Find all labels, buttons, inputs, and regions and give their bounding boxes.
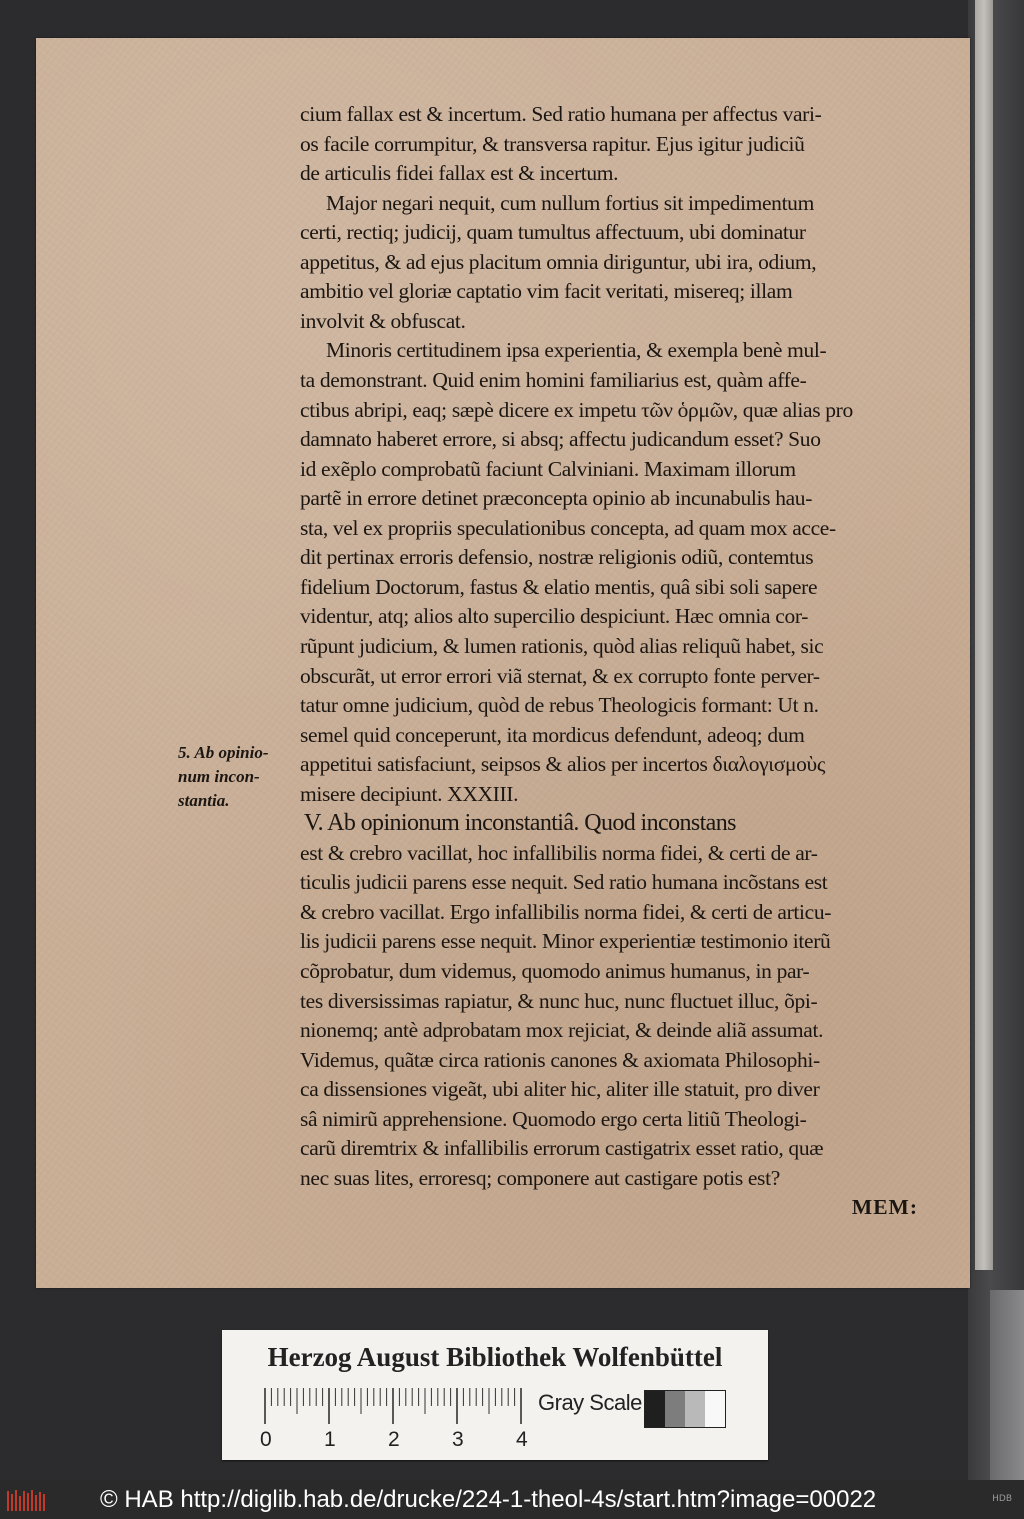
text-line: nionemq; antè adprobatam mox rejiciat, & deinde aliã assumat. — [300, 1018, 824, 1043]
text-line: cõprobatur, dum videmus, quomodo animus humanus, in par- — [300, 959, 810, 983]
text-line: damnato haberet errore, si absq; affectu judicandum esset? Suo — [300, 427, 821, 452]
text-line: ambitio vel gloriæ captatio vim facit veritati, misereq; illam — [300, 279, 793, 304]
binding-label — [990, 1290, 1024, 1480]
text-line: & crebro vacillat. Ergo infallibilis norma fidei, & certi de articu- — [300, 899, 832, 924]
text-line: ticulis judicii parens esse nequit. Sed ratio humana incõstans est — [300, 870, 828, 895]
scale-number: 3 — [452, 1428, 464, 1451]
footer-mark: HDB — [992, 1494, 1012, 1504]
text-line: nec suas lites, erroresq; componere aut castigare potis est? — [300, 1165, 780, 1190]
text-line: MEM: — [851, 1195, 918, 1220]
footer-bar — [0, 1480, 1024, 1519]
hab-logo-icon — [6, 1488, 46, 1514]
text-line: os facile corrumpitur, & transversa rapitur. Ejus igitur judiciũ — [300, 131, 805, 156]
gloss-line: stantia. — [178, 791, 230, 810]
gray-scale-label: Gray Scale — [538, 1390, 642, 1415]
text-line: fidelium Doctorum, fastus & elatio mentis, quâ sibi soli sapere — [300, 574, 818, 599]
text-line: est & crebro vacillat, hoc infallibilis norma fidei, & certi de ar- — [300, 840, 818, 865]
text-line: ta demonstrant. Quid enim homini familiarius est, quàm affe- — [300, 367, 807, 392]
library-name: Herzog August Bibliothek Wolfenbüttel — [267, 1342, 723, 1372]
gray-scale-swatches — [644, 1390, 726, 1428]
scale-number: 2 — [388, 1428, 400, 1451]
text-line: Minoris certitudinem ipsa experientia, & exempla benè mul- — [326, 338, 827, 363]
gray-swatch — [685, 1391, 705, 1427]
text-line: appetitus, & ad ejus placitum omnia diriguntur, ubi ira, odium, — [300, 249, 817, 274]
text-line: dit pertinax erroris defensio, nostræ religionis odiũ, contemtus — [300, 545, 814, 570]
copyright-url: © HAB http://diglib.hab.de/drucke/224-1-theol-4s/start.htm?image=00022 — [100, 1486, 877, 1513]
scale-number: 0 — [260, 1428, 272, 1451]
gray-swatch — [645, 1391, 665, 1427]
scale-number: 4 — [516, 1428, 528, 1451]
text-line: tatur omne judicium, quòd de rebus Theologicis formant: Ut n. — [300, 693, 819, 717]
text-line: Videmus, quãtæ circa rationis canones & axiomata Philosophi- — [300, 1047, 820, 1072]
text-line: ca dissensiones vigeãt, ubi aliter hic, aliter ille statuit, pro diver — [300, 1077, 820, 1102]
gray-swatch — [665, 1391, 685, 1427]
text-line: rũpunt judicium, & lumen rationis, quòd alias reliquũ habet, sic — [300, 633, 824, 658]
text-line: cium fallax est & incertum. Sed ratio humana per affectus vari- — [300, 102, 822, 126]
text-line: partẽ in errore detinet præconcepta opinio ab incunabulis hau- — [300, 486, 813, 511]
text-line: ctibus abripi, eaq; sæpè dicere ex impetu τῶν ὁρμῶν, quæ alias pro — [300, 397, 853, 422]
text-line: id exẽplo comprobatũ faciunt Calviniani. Maximam illorum — [300, 456, 796, 481]
text-line: sâ nimirũ apprehensione. Quomodo ergo certa litiũ Theologi- — [300, 1106, 807, 1131]
gloss-line: num incon- — [178, 767, 260, 786]
gray-swatch — [705, 1391, 725, 1427]
color-scale-card — [222, 1330, 768, 1460]
text-line: sta, vel ex propriis speculationibus concepta, ad quam mox acce- — [300, 515, 836, 540]
text-line: videntur, atq; alios alto supercilio despiciunt. Hæc omnia cor- — [300, 604, 809, 629]
text-line: semel quid conceperunt, ita mordicus defendunt, adeoq; dum — [300, 722, 805, 747]
text-line: appetitui satisfaciunt, seipsos & alios per incertos διαλογισμοὺς — [300, 752, 826, 777]
book-page — [36, 38, 970, 1288]
text-line: carũ diremtrix & infallibilis errorum castigatrix esset ratio, quæ — [300, 1136, 824, 1161]
text-line: V. Ab opinionum inconstantiâ. Quod inconstans — [304, 810, 736, 837]
gloss-line: 5. Ab opinio- — [178, 743, 269, 762]
text-line: obscurãt, ut error errori viã sternat, & ex corrupto fonte perver- — [300, 663, 820, 688]
text-line: Major negari nequit, cum nullum fortius sit impedimentum — [326, 190, 814, 215]
text-line: tes diversissimas rapiatur, & nunc huc, nunc fluctuet illuc, õpi- — [300, 988, 818, 1013]
next-leaf-edge — [975, 0, 993, 1270]
text-line: lis judicii parens esse nequit. Minor experientiæ testimonio iterũ — [300, 929, 831, 954]
ruler-scale — [264, 1388, 526, 1424]
text-line: de articulis fidei fallax est & incertum. — [300, 161, 619, 186]
text-line: certi, rectiq; judicij, quam tumultus affectuum, ubi dominatur — [300, 220, 806, 245]
scale-number: 1 — [324, 1428, 336, 1451]
text-line: involvit & obfuscat. — [300, 308, 466, 333]
text-line: misere decipiunt. XXXIII. — [300, 781, 519, 806]
